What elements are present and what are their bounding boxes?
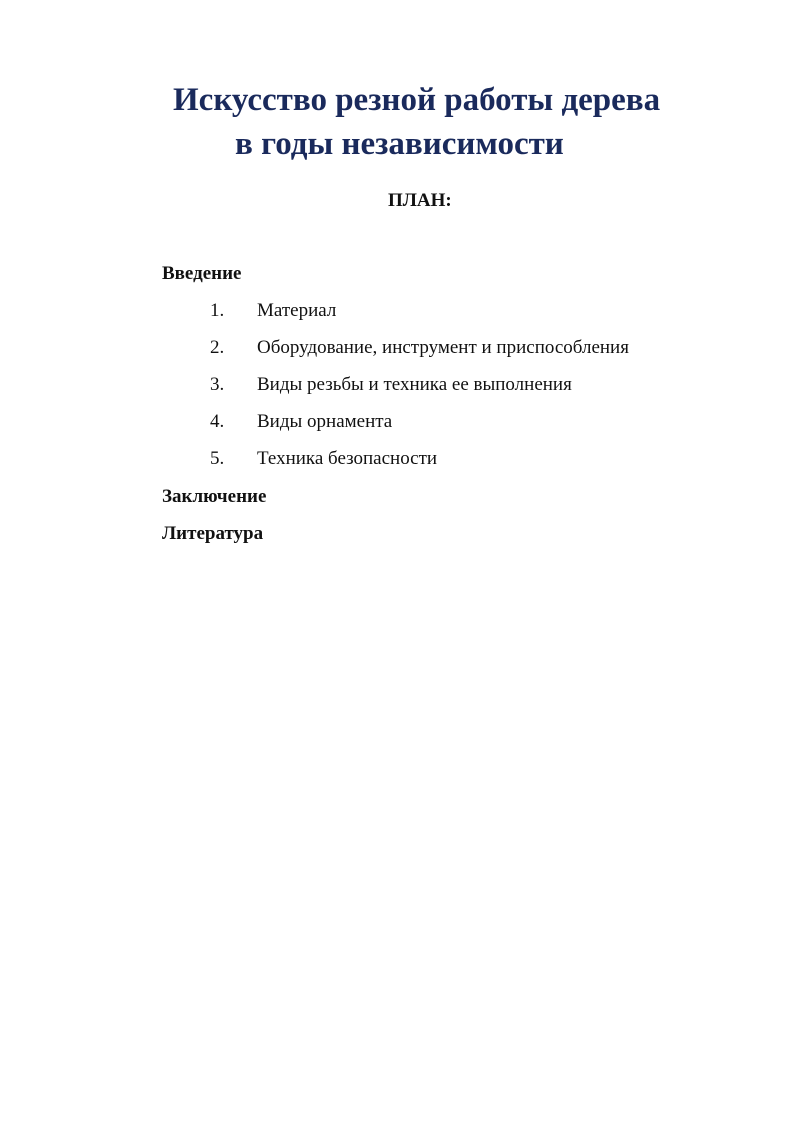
plan-item-text: Техника безопасности [257,448,438,469]
plan-heading: ПЛАН: [388,190,452,211]
section-intro: Введение [162,263,242,284]
plan-item-number: 5. [210,448,225,469]
plan-item-number: 4. [210,411,225,432]
document-title-line-2: в годы независимости [235,126,564,162]
plan-item-text: Виды резьбы и техника ее выполнения [257,374,572,395]
plan-item-number: 2. [210,337,225,358]
plan-item-number: 3. [210,374,225,395]
document-title-line-1: Искусство резной работы дерева [173,82,661,118]
section-conclusion: Заключение [162,486,267,507]
section-literature: Литература [162,523,264,544]
plan-item-text: Оборудование, инструмент и приспособления [257,337,629,358]
plan-item-text: Материал [257,300,337,321]
plan-item-number: 1. [210,300,225,321]
plan-item-text: Виды орнамента [257,411,393,432]
